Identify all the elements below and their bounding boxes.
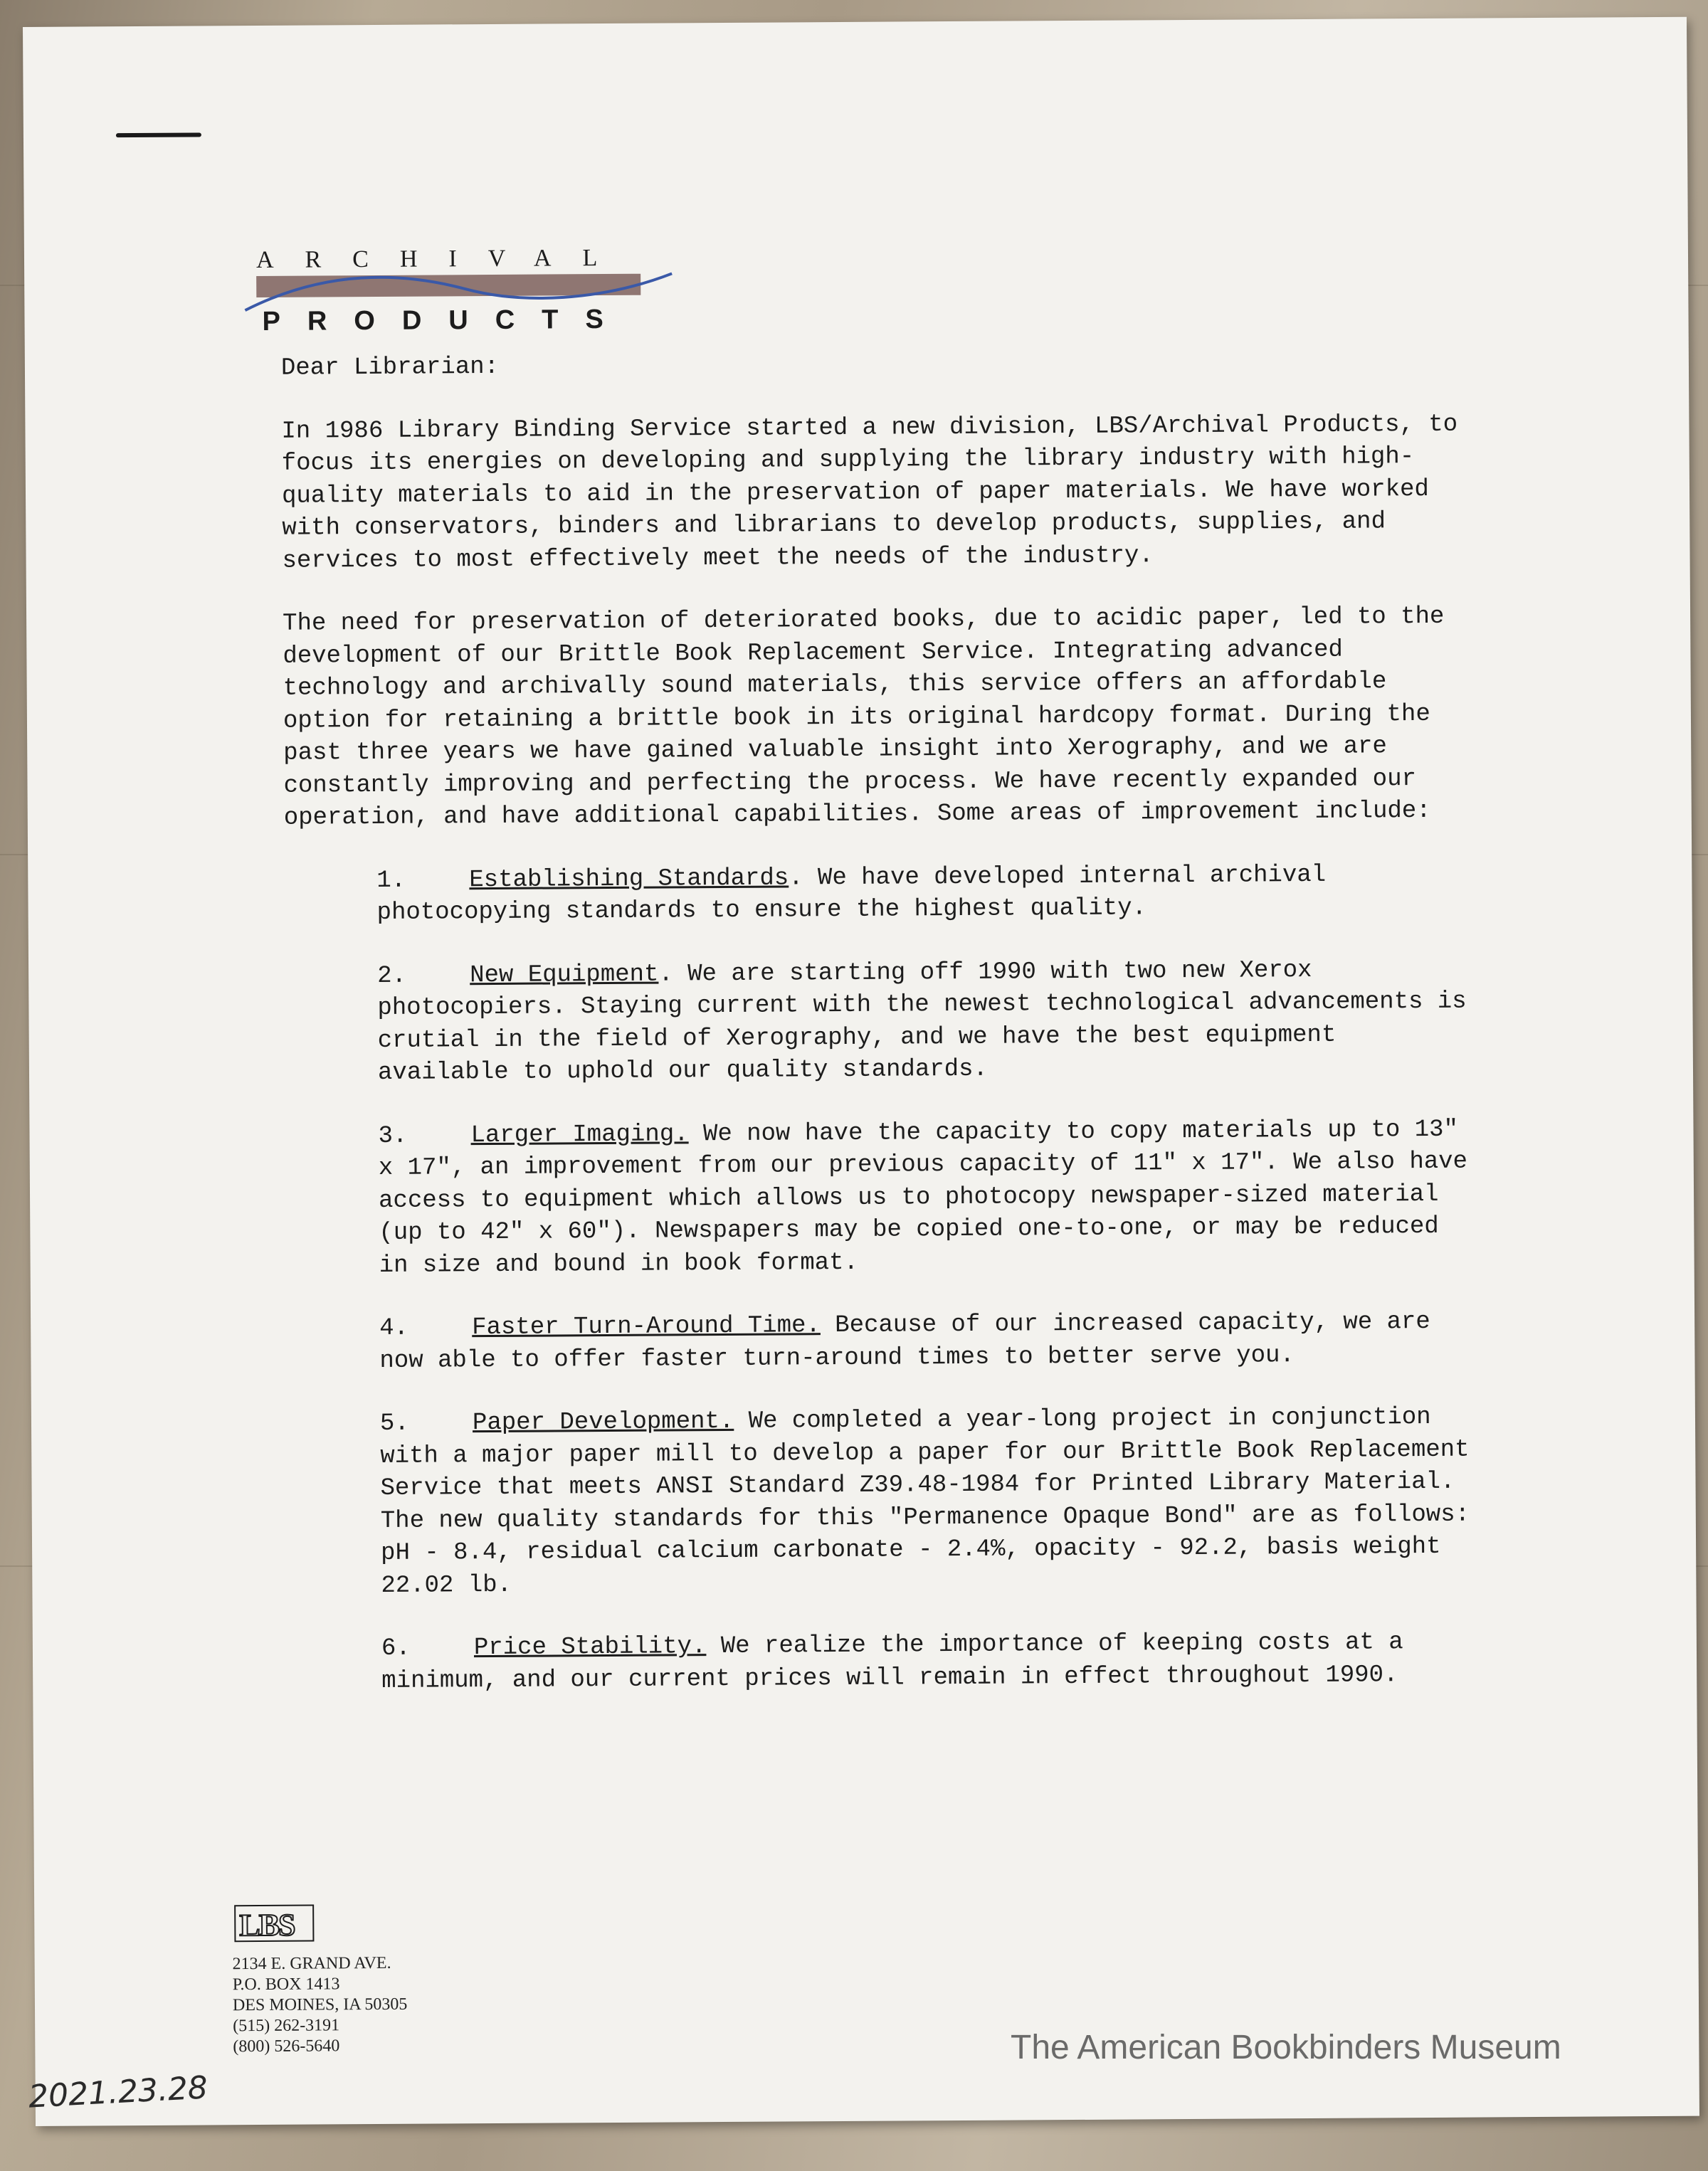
item-number: 3. (378, 1122, 408, 1150)
address-line: P.O. BOX 1413 (232, 1975, 340, 1995)
address-line: DES MOINES, IA 50305 (232, 1995, 408, 2015)
letter-page (23, 17, 1699, 2126)
address-block (233, 1953, 408, 2057)
item-heading: Larger Imaging. (470, 1120, 689, 1149)
item-heading: Establishing Standards (469, 864, 789, 894)
item-number: 5. (379, 1410, 409, 1437)
item-text: . We are starting off 1990 with two new Xerox photocopiers. Staying current with the newest technological advancements is crutial in the field of Xerography, and we have the best equipment available to uphold our quality standards. (377, 956, 1467, 1087)
item-heading: Paper Development. (472, 1407, 734, 1437)
museum-watermark: The American Bookbinders Museum (1011, 2029, 1561, 2066)
item-number: 6. (381, 1634, 411, 1662)
item-number: 2. (377, 962, 407, 990)
lbs-logo-text: LBS (239, 1907, 295, 1943)
lbs-logo (233, 1904, 319, 1945)
archival-products-logo (231, 236, 687, 339)
item-heading: Faster Turn-Around Time. (472, 1312, 821, 1342)
logo-line2: PRODUCTS (262, 304, 631, 337)
item-number: 1. (376, 867, 406, 894)
list-item (380, 1402, 1485, 1602)
item-text: We completed a year-long project in conjunction with a major paper mill to develop a paper for our Brittle Book Replacement Service that meets ANSI Standard Z39.48-1984 for Printed Library Material. The new quality standards for this "Permanence Opaque Bond" are as follows: pH - 8.4, residual calcium carbonate - 2.4%, opacity - 92.2, basis weight 22.02 lb. (380, 1403, 1470, 1600)
item-text: We realize the importance of keeping costs at a minimum, and our current prices will remain in effect throughout 1990. (381, 1629, 1403, 1695)
logo-line1: ARCHIVAL (255, 244, 629, 274)
item-heading: New Equipment (470, 961, 659, 989)
list-item (377, 954, 1481, 1089)
address-line: (800) 526-5640 (233, 2037, 340, 2056)
letter-body (281, 346, 1485, 1729)
item-heading: Price Stability. (473, 1633, 707, 1662)
improvement-list (376, 858, 1485, 1698)
item-number: 4. (379, 1314, 409, 1342)
item-text: We now have the capacity to copy materials up to 13" x 17", an improvement from our previous capacity of 11" x 17". We also have access to equipment which allows us to photocopy newspaper-sized material (up to 42" x 60"). Newspapers may be copied one-to-one, or may be reduced in size and bound in book format. (378, 1116, 1468, 1279)
address-line: (515) 262-3191 (233, 2016, 340, 2036)
pen-mark (116, 132, 201, 137)
list-item (379, 1306, 1483, 1378)
paragraph: The need for preservation of deteriorated books, due to acidic paper, led to the development of our Brittle Book Replacement Service. Integrating advanced technology and archivally sound materials, this service offers an affordable option for retaining a brittle book in its original hardcopy format. During the past three years we have gained valuable insight into Xerography, and we are constantly improving and perfecting the process. We have recently expanded our operation, and have additional capabilities. Some areas of improvement include: (283, 603, 1445, 832)
paragraph: In 1986 Library Binding Service started a new division, LBS/Archival Products, to focus its energies on developing and supplying the library industry with high-quality materials to aid in the preservation of paper materials. We have worked with conservators, binders and librarians to develop products, supplies, and services to most effectively meet the needs of the industry. (281, 411, 1458, 575)
list-item (376, 858, 1480, 929)
item-text: Because of our increased capacity, we are now able to offer faster turn-around times to better serve you. (379, 1308, 1430, 1375)
list-item (381, 1626, 1485, 1697)
list-item (378, 1114, 1482, 1282)
salutation: Dear Librarian: (280, 353, 500, 382)
item-text: . We have developed internal archival photocopying standards to ensure the highest quality. (376, 861, 1327, 926)
address-line: 2134 E. GRAND AVE. (232, 1953, 391, 1974)
accession-number: 2021.23.28 (27, 2069, 209, 2115)
